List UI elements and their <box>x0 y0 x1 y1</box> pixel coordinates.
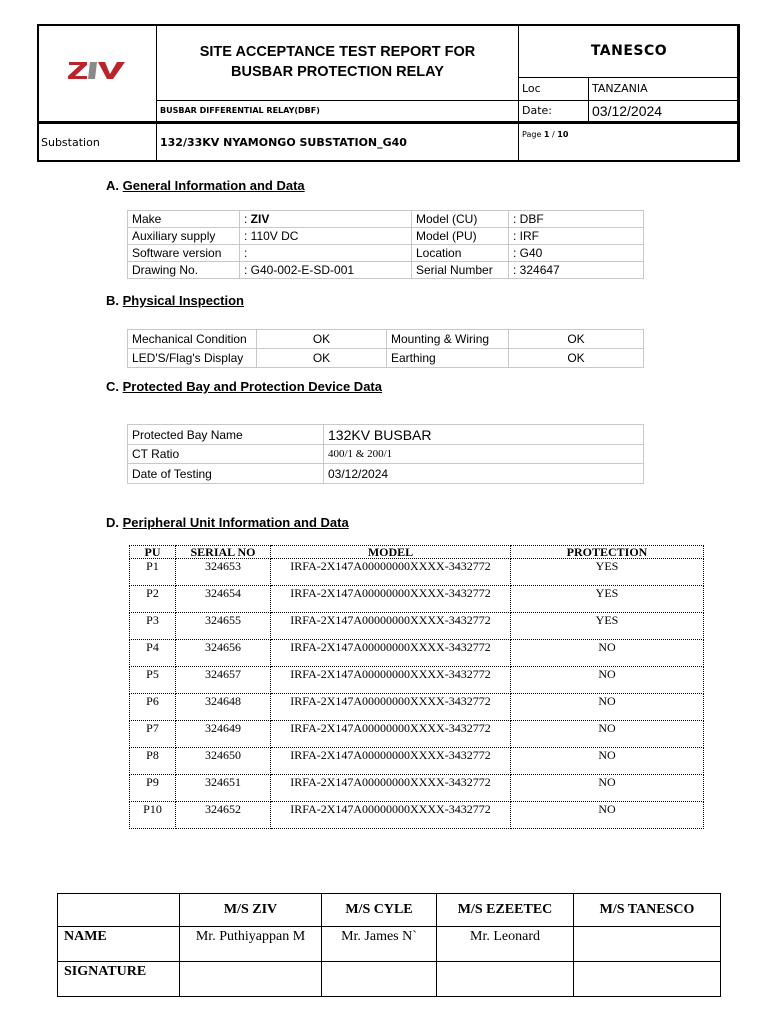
table-row <box>58 927 721 962</box>
led-flag-display-label: LED'S/Flag's Display <box>128 349 257 368</box>
report-header <box>37 24 740 162</box>
serial-cell: 324653 <box>176 559 271 586</box>
table-row <box>130 640 704 667</box>
table-row <box>130 613 704 640</box>
protection-cell: NO <box>511 694 704 721</box>
signature-row-label: SIGNATURE <box>58 962 180 997</box>
protection-cell: YES <box>511 586 704 613</box>
section-a-heading <box>106 178 305 193</box>
section-c-title: Protected Bay and Protection Device Data <box>122 379 382 394</box>
protection-cell: NO <box>511 667 704 694</box>
location-value: : G40 <box>509 245 644 262</box>
name-row-label: NAME <box>58 927 180 962</box>
earthing-value: OK <box>509 349 644 368</box>
name-cyle: Mr. James N` <box>322 927 437 962</box>
aux-supply-label: Auxiliary supply <box>128 228 240 245</box>
column-header-pu: PU <box>130 546 176 559</box>
make-colon: : <box>244 212 251 226</box>
model-cell: IRFA-2X147A00000000XXXX-3432772 <box>271 775 511 802</box>
page-total: 10 <box>557 129 569 139</box>
make-label: Make <box>128 211 240 228</box>
signature-ezeetec <box>437 962 574 997</box>
signature-table <box>57 893 721 997</box>
model-cell: IRFA-2X147A00000000XXXX-3432772 <box>271 694 511 721</box>
signature-cyle <box>322 962 437 997</box>
section-b-letter: B. <box>106 293 119 308</box>
page-number <box>519 122 740 161</box>
pu-cell: P8 <box>130 748 176 775</box>
model-cu-value: : DBF <box>509 211 644 228</box>
table-row <box>130 694 704 721</box>
loc-label: Loc <box>519 78 589 100</box>
table-row <box>130 559 704 586</box>
model-cell: IRFA-2X147A00000000XXXX-3432772 <box>271 748 511 775</box>
page-prefix: Page <box>522 129 544 139</box>
table-row <box>58 962 721 997</box>
led-flag-display-value: OK <box>257 349 387 368</box>
serial-cell: 324656 <box>176 640 271 667</box>
protection-cell: NO <box>511 721 704 748</box>
column-header-model: MODEL <box>271 546 511 559</box>
column-header-tanesco: M/S TANESCO <box>574 894 721 927</box>
serial-cell: 324651 <box>176 775 271 802</box>
column-header-ziv: M/S ZIV <box>180 894 322 927</box>
table-row <box>128 245 644 262</box>
drawing-no-value: : G40-002-E-SD-001 <box>240 262 412 279</box>
table-row <box>130 775 704 802</box>
date-of-testing-value: 03/12/2024 <box>324 464 644 484</box>
serial-cell: 324655 <box>176 613 271 640</box>
serial-number-label: Serial Number <box>412 262 509 279</box>
name-ezeetec: Mr. Leonard <box>437 927 574 962</box>
date-label: Date: <box>519 100 589 122</box>
mechanical-condition-label: Mechanical Condition <box>128 330 257 349</box>
model-cell: IRFA-2X147A00000000XXXX-3432772 <box>271 586 511 613</box>
table-row <box>130 667 704 694</box>
model-cell: IRFA-2X147A00000000XXXX-3432772 <box>271 802 511 829</box>
table-row <box>128 464 644 484</box>
software-version-value: : <box>240 245 412 262</box>
make-brand: ZIV <box>250 212 270 226</box>
mounting-wiring-label: Mounting & Wiring <box>387 330 509 349</box>
serial-cell: 324648 <box>176 694 271 721</box>
section-c-letter: C. <box>106 379 119 394</box>
column-header-cyle: M/S CYLE <box>322 894 437 927</box>
column-header-serial-no: SERIAL NO <box>176 546 271 559</box>
pu-cell: P1 <box>130 559 176 586</box>
section-d-heading <box>106 515 349 530</box>
report-title-line2: BUSBAR PROTECTION RELAY <box>231 64 444 81</box>
report-title <box>157 25 519 101</box>
signature-ziv <box>180 962 322 997</box>
substation-label: Substation <box>38 122 157 161</box>
table-row <box>128 228 644 245</box>
name-tanesco <box>574 927 721 962</box>
serial-cell: 324654 <box>176 586 271 613</box>
section-a-title: General Information and Data <box>122 178 305 193</box>
pu-cell: P4 <box>130 640 176 667</box>
drawing-no-label: Drawing No. <box>128 262 240 279</box>
model-cell: IRFA-2X147A00000000XXXX-3432772 <box>271 667 511 694</box>
table-row <box>128 349 644 368</box>
signature-tanesco <box>574 962 721 997</box>
report-title-line1: SITE ACCEPTANCE TEST REPORT FOR <box>199 44 476 61</box>
peripheral-unit-table <box>129 545 704 829</box>
pu-cell: P10 <box>130 802 176 829</box>
section-b-title: Physical Inspection <box>122 293 244 308</box>
general-info-table <box>127 210 644 279</box>
protection-cell: YES <box>511 613 704 640</box>
loc-value: TANZANIA <box>589 78 740 100</box>
table-row <box>130 586 704 613</box>
serial-cell: 324650 <box>176 748 271 775</box>
column-header-protection: PROTECTION <box>511 546 704 559</box>
pu-cell: P2 <box>130 586 176 613</box>
earthing-label: Earthing <box>387 349 509 368</box>
serial-cell: 324649 <box>176 721 271 748</box>
serial-cell: 324652 <box>176 802 271 829</box>
table-row <box>130 721 704 748</box>
serial-cell: 324657 <box>176 667 271 694</box>
table-row <box>128 445 644 464</box>
model-cu-label: Model (CU) <box>412 211 509 228</box>
model-cell: IRFA-2X147A00000000XXXX-3432772 <box>271 559 511 586</box>
column-header-ezeetec: M/S EZEETEC <box>437 894 574 927</box>
model-cell: IRFA-2X147A00000000XXXX-3432772 <box>271 721 511 748</box>
protection-cell: NO <box>511 640 704 667</box>
logo-cell <box>38 25 157 123</box>
substation-value: 132/33KV NYAMONGO SUBSTATION_G40 <box>157 122 519 161</box>
location-label: Location <box>412 245 509 262</box>
pu-cell: P6 <box>130 694 176 721</box>
relay-type: BUSBAR DIFFERENTIAL RELAY(DBF) <box>157 100 519 122</box>
protection-cell: YES <box>511 559 704 586</box>
date-value: 03/12/2024 <box>589 100 740 122</box>
ct-ratio-label: CT Ratio <box>128 445 324 464</box>
page-separator: / <box>549 129 558 139</box>
protection-cell: NO <box>511 748 704 775</box>
model-pu-value: : IRF <box>509 228 644 245</box>
aux-supply-value: : 110V DC <box>240 228 412 245</box>
table-row <box>130 802 704 829</box>
protected-bay-name-value: 132KV BUSBAR <box>324 425 644 445</box>
software-version-label: Software version <box>128 245 240 262</box>
protection-cell: NO <box>511 775 704 802</box>
table-header-row <box>58 894 721 927</box>
table-row <box>130 748 704 775</box>
mounting-wiring-value: OK <box>509 330 644 349</box>
protected-bay-table <box>127 424 644 484</box>
serial-number-value: : 324647 <box>509 262 644 279</box>
protection-cell: NO <box>511 802 704 829</box>
model-pu-label: Model (PU) <box>412 228 509 245</box>
mechanical-condition-value: OK <box>257 330 387 349</box>
table-row <box>128 330 644 349</box>
model-cell: IRFA-2X147A00000000XXXX-3432772 <box>271 613 511 640</box>
date-of-testing-label: Date of Testing <box>128 464 324 484</box>
physical-inspection-table <box>127 329 644 368</box>
table-header-row <box>130 546 704 559</box>
section-d-letter: D. <box>106 515 119 530</box>
table-row <box>128 211 644 228</box>
section-d-title: Peripheral Unit Information and Data <box>122 515 349 530</box>
company-name: TANESCO <box>519 25 740 78</box>
make-value <box>240 211 412 228</box>
model-cell: IRFA-2X147A00000000XXXX-3432772 <box>271 640 511 667</box>
table-row <box>128 425 644 445</box>
pu-cell: P5 <box>130 667 176 694</box>
pu-cell: P9 <box>130 775 176 802</box>
page-current: 1 <box>543 129 550 139</box>
ziv-logo-icon <box>67 59 127 81</box>
section-c-heading <box>106 379 382 394</box>
ct-ratio-value: 400/1 & 200/1 <box>324 445 644 464</box>
pu-cell: P3 <box>130 613 176 640</box>
pu-cell: P7 <box>130 721 176 748</box>
protected-bay-name-label: Protected Bay Name <box>128 425 324 445</box>
name-ziv: Mr. Puthiyappan M <box>180 927 322 962</box>
table-row <box>128 262 644 279</box>
signature-corner-cell <box>58 894 180 927</box>
section-a-letter: A. <box>106 178 119 193</box>
section-b-heading <box>106 293 244 308</box>
